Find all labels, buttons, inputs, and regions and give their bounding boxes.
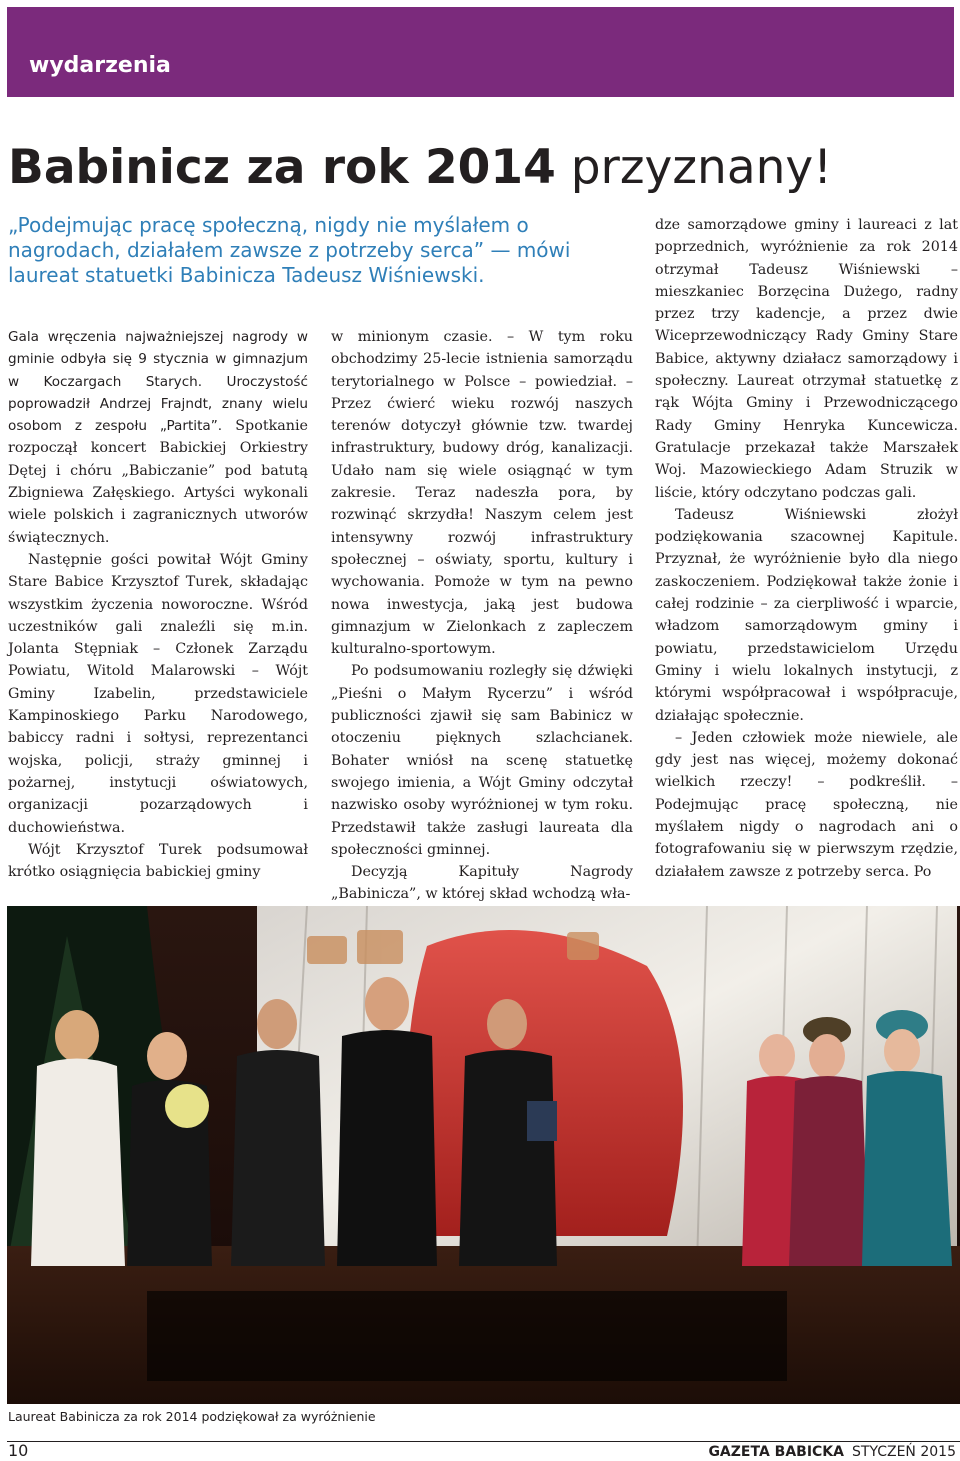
- section-banner: [7, 7, 954, 97]
- paragraph: Po podsumowaniu rozległy się dźwięki „Pieśni o Małym Rycerzu” i wśród publiczności zjawił się sam Babinicz w otoczeniu pięknych szlachcianek. Bohater wniósł na scenę statuetkę swojego imienia, a Wójt Gminy odczytał nazwisko osoby wyróżnionej w tym roku. Przedstawił także zasługi laureata dla społeczności gminnej.: [331, 663, 633, 858]
- paragraph: Wójt Krzysztof Turek podsumował krótko osiągnięcia babickiej gminy: [8, 841, 308, 881]
- paragraph: – Jeden człowiek może niewiele, ale gdy jest nas więcej, możemy dokonać wielkich rzeczy! – podkreślił. – Podejmując pracę społeczną, nie myślałem nigdy o nagrodach ani o fotografowaniu się w pierwszym rzędzie, działałem zawsze z potrzeby serca. Po: [655, 729, 958, 880]
- article-title-rest: przyznany!: [555, 140, 833, 195]
- event-photo-illustration: [7, 906, 960, 1404]
- article-title: [8, 138, 832, 198]
- paragraph: dze samorządowe gminy i laureaci z lat poprzednich, wyróżnienie za rok 2014 otrzymał Tadeusz Wiśniewski – mieszkaniec Borzęcina Dużego, radny przez trzy kadencje, a przez dwie Wiceprzewodniczący Rady Gminy Stare Babice, aktywny działacz samorządowy i społeczny. Laureat otrzymał statuetkę z rąk Wójta Gminy i Przewodniczącego Rady Gminy Henryka Kuncewicza. Gratulacje przekazał także Marszałek Woj. Mazowieckiego Adam Struzik w liście, który odczytano podczas gali.: [655, 217, 958, 501]
- paragraph-sans-part: Gala wręczenia najważniejszej nagrody w gminie odbyła się 9 stycznia w gimnazjum w Koczargach Starych. Uroczystość poprowadził Andrzej Frajndt, znany wielu osobom z zespołu „Partita”.: [8, 329, 308, 435]
- section-label: wydarzenia: [29, 53, 171, 78]
- paragraph: Decyzją Kapituły Nagrody „Babinicza”, w której skład wchodzą wła-: [331, 864, 633, 903]
- paragraph: Tadeusz Wiśniewski złożył podziękowania szacownej Kapitule. Przyznał, że wyróżnienie było dla niego zaskoczeniem. Podziękował także żonie i całej rodzinie – za cierpliwość i wparcie, władzom samorządowym gminy i powiatu, przedstawicielom Urzędu Gminy i wielu lokalnych instytucji, z którymi współpracował i współpracuje, działając społecznie.: [655, 506, 958, 724]
- article-column-1: [8, 326, 308, 883]
- article-column-3: [655, 214, 958, 883]
- footer-masthead: [708, 1444, 956, 1460]
- publication-name: GAZETA BABICKA: [708, 1444, 844, 1460]
- page-number: 10: [8, 1441, 29, 1460]
- article-lead: „Podejmując pracę społeczną, nigdy nie myślałem o nagrodach, działałem zawsze z potrzeby serca” — mówi laureat statuetki Babinicza Tadeusz Wiśniewski.: [8, 213, 571, 287]
- footer-divider: [7, 1441, 960, 1442]
- event-photo: [7, 906, 960, 1404]
- paragraph: w minionym czasie. – W tym roku obchodzimy 25-lecie istnienia samorządu terytorialnego w Polsce – powiedział. – Przez ćwierć wieku rozwój naszych terenów dotyczył głównie tzw. twardej infrastruktury, budowy dróg, kanalizacji. Udało nam się wiele osiągnąć w tym zakresie. Teraz nadeszła pora, by rozwinąć skrzydła! Naszym celem jest intensywny rozwój infrastruktury społecznej – oświaty, sportu, kultury i wychowania. Pomoże w tym na pewno nowa inwestycja, jaką jest budowa gimnazjum w Zielonkach z zapleczem kulturalno-sportowym.: [331, 329, 633, 658]
- issue-date: STYCZEŃ 2015: [852, 1444, 956, 1460]
- paragraph: [8, 326, 308, 549]
- paragraph-serif-part: Spotkanie rozpoczął koncert Babickiej Orkiestry Dętej i chóru „Babiczanie” pod batutą Zbigniewa Załęskiego. Artyści wykonali wiele polskich i zagranicznych utworów świątecznych.: [8, 418, 308, 546]
- paragraph: Następnie gości powitał Wójt Gminy Stare Babice Krzysztof Turek, składając wszystkim życzenia noworoczne. Wśród uczestników gali znaleźli się m.in. Jolanta Stępniak – Członek Zarządu Powiatu, Witold Malarowski – Wójt Gminy Izabelin, przedstawiciele Kampinoskiego Parku Narodowego, babiccy radni i sołtysi, reprezentanci wojska, policji, straży gminnej i pożarnej, instytucji oświatowych, organizacji pozarządowych i duchowieństwa.: [8, 551, 308, 836]
- article-title-bold: Babinicz za rok 2014: [8, 140, 556, 195]
- article-column-2: [331, 326, 633, 906]
- photo-caption: Laureat Babinicza za rok 2014 podziękował za wyróżnienie: [8, 1409, 376, 1424]
